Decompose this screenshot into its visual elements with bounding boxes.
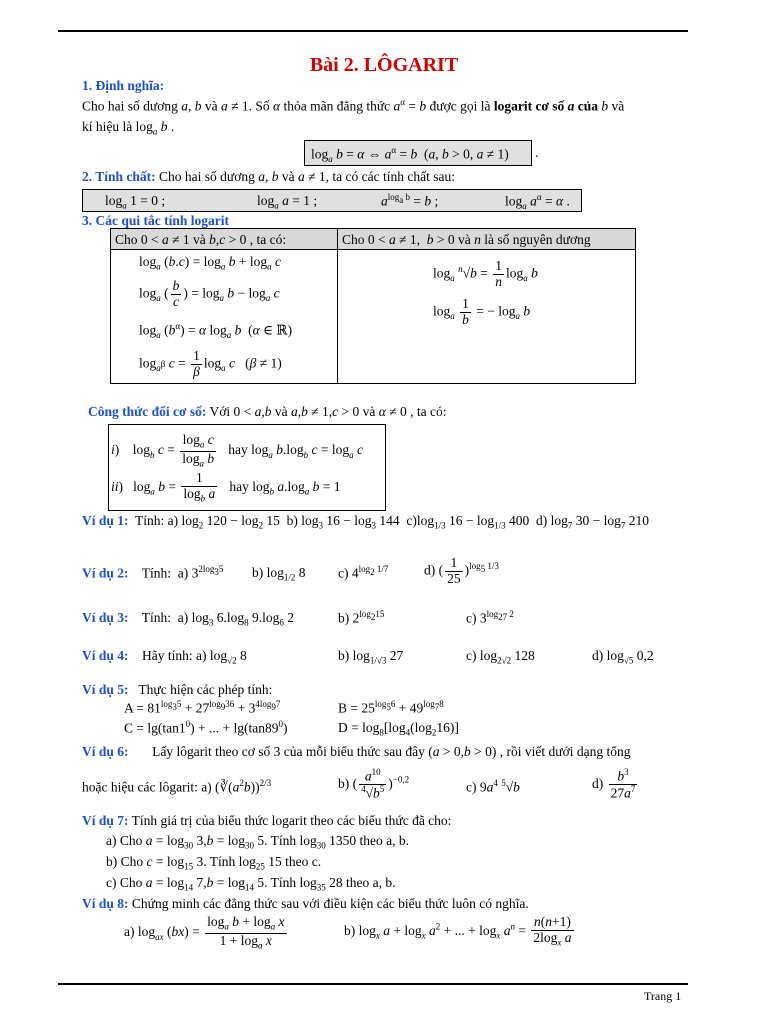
property-2: $\log_a a = 1$ ; bbox=[257, 193, 318, 211]
change-base-box bbox=[108, 424, 386, 511]
example-8: Ví dụ 8: Chứng minh các đẳng thức sau với điều kiện các biểu thức luôn có nghĩa. bbox=[82, 896, 529, 911]
properties-box bbox=[82, 189, 582, 212]
properties-line: 2. Tính chất: Cho hai số dương a, b và a ≠ 1, ta có các tính chất sau: bbox=[82, 169, 455, 184]
change-base-i: i) $\log_b c$ = $\frac{\log_a c}{\log_a b}$ hay $\log_a b.\log_b$ $c = \log_a c$ bbox=[111, 432, 364, 469]
page-title: Bài 2. LÔGARIT bbox=[309, 54, 459, 76]
property-3: $a^{log_a b} = b$ ; bbox=[381, 192, 439, 209]
rules-col2-header: Cho 0 < a ≠ 1, b > 0 và n là số nguyên dương bbox=[342, 232, 591, 247]
example-3: Ví dụ 3: Tính: a) $\log_3 6.\log_8$ $9.\log_6$ 2 bbox=[82, 610, 295, 628]
top-rule bbox=[58, 30, 688, 32]
example-1: Ví dụ 1: Tính: a) $\log_2 120 - \log_2 15$ b) $\log_3 16 - \log_3 144$ $c)\log_{1/3}$ $16 - \log_{1/3} 400$ d) $\log_7 30 - \log_7 210$ bbox=[82, 513, 650, 531]
change-base-line: Công thức đổi cơ số: Với 0 < a,b và a,b ≠ 1,c > 0 và α ≠ 0 , ta có: bbox=[88, 404, 447, 419]
property-1: $\log_a 1 = 0$ ; bbox=[105, 193, 166, 211]
definition-formula-box bbox=[304, 140, 532, 166]
rule-reciprocal: $\log_a$ $\frac{1}{b}$ = − $\log_a b$ bbox=[433, 296, 531, 327]
example-4: Ví dụ 4: Hãy tính: a) $\log_{√2} 8$ bbox=[82, 648, 247, 666]
example-6: Ví dụ 6: Lấy lôgarit theo cơ số 3 của mỗi biểu thức sau đây (a > 0,b > 0) , rồi viết dưới dạng tổng bbox=[82, 744, 631, 759]
rule-quotient: $\log_a$ ( $\frac{b}{c}$ ) = $\log_a b - \log_a c$ bbox=[139, 278, 280, 309]
rule-base-power: $\log_{a^\beta} c$ = $\frac{1}{\beta}$ $\log_a c$ (β ≠ 1) bbox=[139, 348, 282, 379]
rule-product: $\log_a (b.c) = \log_a b + \log_a c$ bbox=[139, 254, 282, 272]
rule-power: $\log_a (b^\alpha) = \alpha$ $\log_a b$ (α ∈ ℝ) bbox=[139, 321, 293, 341]
rule-root: $\log_a ^n√b$ = $\frac{1}{n}$ $\log_a b$ bbox=[433, 258, 538, 289]
definition-formula: $\log_a b = \alpha$ ⇔ $a^\alpha = b$ (a, b > 0, a ≠ 1) bbox=[311, 145, 509, 165]
rules-col1-header: Cho 0 < a ≠ 1 và b,c > 0 , ta có: bbox=[115, 232, 287, 247]
page-number: Trang 1 bbox=[644, 989, 682, 1003]
rules-heading: 3. Các qui tắc tính logarit bbox=[82, 213, 229, 228]
definition-text-2: kí hiệu là $\log_a b$ . bbox=[82, 119, 175, 137]
definition-text-1: Cho hai số dương a, b và a ≠ 1. Số α thỏa mãn đẳng thức $a^\alpha = b$ được gọi là logarit cơ số a của b và bbox=[82, 97, 625, 114]
example-7: Ví dụ 7: Tính giá trị của biểu thức logarit theo các biểu thức đã cho: bbox=[82, 813, 452, 828]
rules-table bbox=[110, 228, 636, 384]
change-base-ii: ii) $\log_a b$ = $\frac{1}{\log_b a}$ hay $\log_b a.\log_a$ b = 1 bbox=[111, 470, 341, 504]
bottom-rule bbox=[58, 983, 688, 985]
example-2: Ví dụ 2: Tính: a) $3^{2log_35}$ bbox=[82, 564, 224, 581]
definition-heading: 1. Định nghĩa: bbox=[82, 78, 165, 93]
example-5: Ví dụ 5: Thực hiện các phép tính: bbox=[82, 682, 273, 697]
property-4: $\log_a a^\alpha = \alpha$ . bbox=[505, 192, 570, 212]
